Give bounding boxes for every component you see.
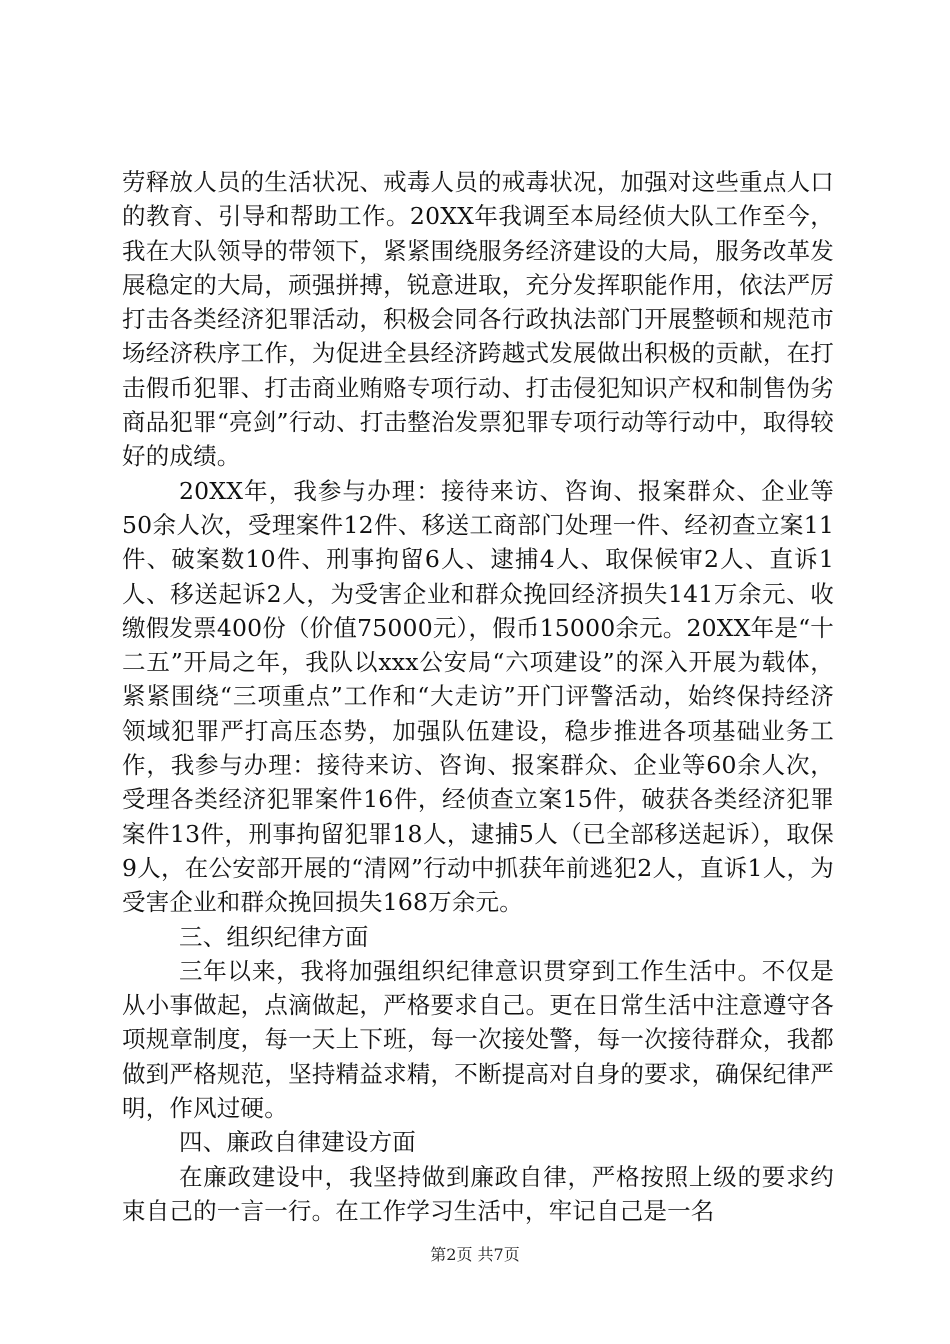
page-number-footer: 第2页 共7页 (430, 1245, 520, 1264)
section-heading-discipline: 三、组织纪律方面 (179, 922, 369, 951)
section-heading-integrity: 四、廉政自律建设方面 (179, 1128, 416, 1157)
paragraph-discipline: 三年以来，我将加强组织纪律意识贯穿到工作生活中。不仅是从小事做起，点滴做起，严格要求自己。更在日常生活中注意遵守各项规章制度，每一天上下班，每一次接处警，每一次接待群众，我都做到严格规范，坚持精益求精，不断提高对自身的要求，确保纪律严明，作风过硬。 (122, 956, 834, 1123)
paragraph-integrity: 在廉政建设中，我坚持做到廉政自律，严格按照上级的要求约束自己的一言一行。在工作学习生活中，牢记自己是一名 (122, 1162, 834, 1225)
document-body (122, 165, 834, 1228)
paragraph-continuation: 劳释放人员的生活状况、戒毒人员的戒毒状况，加强对这些重点人口的教育、引导和帮助工作。20XX年我调至本局经侦大队工作至今，我在大队领导的带领下，紧紧围绕服务经济建设的大局，服务改革发展稳定的大局，顽强拼搏，锐意进取，充分发挥职能作用，依法严厉打击各类经济犯罪活动，积极会同各行政执法部门开展整顿和规范市场经济秩序工作，为促进全县经济跨越式发展做出积极的贡献，在打击假币犯罪、打击商业贿赂专项行动、打击侵犯知识产权和制售伪劣商品犯罪“亮剑”行动、打击整治发票犯罪专项行动等行动中，取得较好的成绩。 (122, 168, 834, 471)
paragraph-case-statistics: 20XX年，我参与办理：接待来访、咨询、报案群众、企业等50余人次，受理案件12件、移送工商部门处理一件、经初查立案11件、破案数10件、刑事拘留6人、逮捕4人、取保候审2人、直诉1人、移送起诉2人，为受害企业和群众挽回经济损失141万余元、收缴假发票400份（价值75000元），假币15000余元。20XX年是“十二五”开局之年，我队以xxx公安局“六项建设”的深入开展为载体，紧紧围绕“三项重点”工作和“大走访”开门评警活动，始终保持经济领域犯罪严打高压态势，加强队伍建设，稳步推进各项基础业务工作，我参与办理：接待来访、咨询、报案群众、企业等60余人次，受理各类经济犯罪案件16件，经侦查立案15件，破获各类经济犯罪案件13件，刑事拘留犯罪18人，逮捕5人（已全部移送起诉），取保9人，在公安部开展的“清网”行动中抓获年前逃犯2人，直诉1人，为受害企业和群众挽回损失168万余元。 (122, 476, 834, 917)
